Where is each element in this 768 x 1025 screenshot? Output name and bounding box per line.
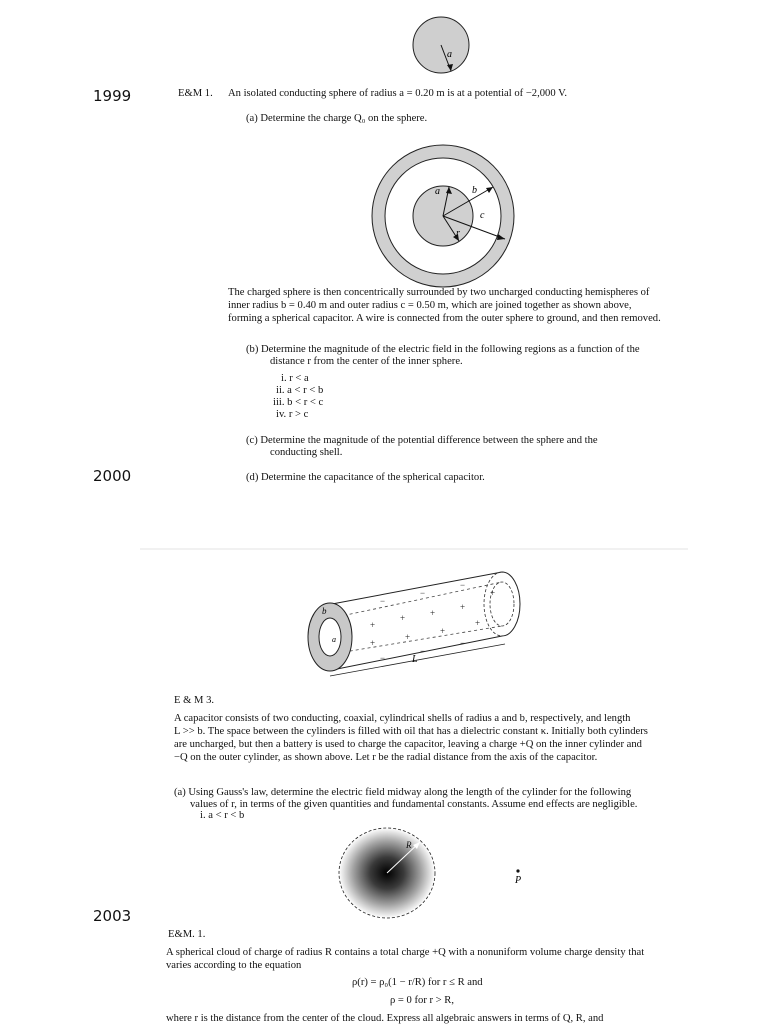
svg-text:−: − — [380, 596, 386, 606]
problem-2003-para-line-2: varies according to the equation — [166, 960, 302, 971]
problem-1999-part-d: (d) Determine the capacitance of the spherical capacitor. — [246, 472, 485, 483]
problem-2000-part-a-line-2: values of r, in terms of the given quantities and fundamental constants. Assume end effects are negligible. — [190, 799, 638, 810]
svg-text:+: + — [370, 620, 376, 630]
problem-2000-para-line-1: A capacitor consists of two conducting, coaxial, cylindrical shells of radius a and b, respectively, and length — [174, 713, 631, 724]
fig-label-a: a — [435, 186, 440, 197]
problem-2003-equation-2: ρ = 0 for r > R, — [390, 995, 455, 1006]
problem-2000-para-line-4: −Q on the outer cylinder, as shown above. Let r be the radial distance from the axis of the capacitor. — [174, 752, 598, 763]
year-label-2003: 2003 — [93, 907, 132, 925]
problem-1999-para-line-2: inner radius b = 0.40 m and outer radius c = 0.50 m, which are joined together as shown above, — [228, 300, 632, 311]
year-label-2000: 2000 — [93, 467, 132, 485]
problem-2000-cut-line: i. a < r < b — [200, 810, 245, 821]
fig-label-b-coax: b — [322, 606, 327, 616]
svg-text:−: − — [460, 580, 466, 590]
problem-1999-para-line-1: The charged sphere is then concentrically surrounded by two uncharged conducting hemispheres of — [228, 287, 650, 298]
page-divider — [140, 548, 688, 550]
fig-label-a-coax: a — [332, 635, 336, 644]
small-sphere-radius-label: a — [447, 49, 452, 60]
svg-text:+: + — [405, 632, 411, 642]
region-item-3: iii. b < r < c — [273, 397, 324, 408]
spherical-capacitor-figure — [368, 141, 518, 291]
problem-2000-para-line-3: are uncharged, but then a battery is used to charge the capacitor, leaving a charge +Q on the inner cylinder and — [174, 739, 642, 750]
svg-text:+: + — [400, 613, 406, 623]
region-item-4: iv. r > c — [276, 409, 309, 420]
small-sphere-figure — [410, 14, 472, 76]
problem-1999-para-line-3: forming a spherical capacitor. A wire is connected from the outer sphere to ground, and then removed. — [228, 313, 661, 324]
fig-label-P: P — [515, 875, 522, 886]
problem-1999-part-b-line-2: distance r from the center of the inner sphere. — [270, 356, 463, 367]
problem-2003-last-line: where r is the distance from the center of the cloud. Express all algebraic answers in terms of Q, R, and — [166, 1013, 604, 1024]
svg-text:−: − — [460, 638, 466, 648]
region-item-1: i. r < a — [281, 373, 309, 384]
svg-text:+: + — [460, 602, 466, 612]
problem-2000-header: E & M 3. — [174, 695, 215, 706]
problem-2000-cut-line-wrapper — [200, 810, 245, 822]
svg-text:−: − — [420, 588, 426, 598]
fig-label-L: L — [412, 654, 418, 665]
svg-text:+: + — [440, 626, 446, 636]
svg-text:+: + — [490, 588, 496, 598]
problem-2000-part-a-line-1: (a) Using Gauss's law, determine the electric field midway along the length of the cylinder for the following — [174, 787, 632, 798]
problem-1999-part-a: (a) Determine the charge Q₀ on the sphere. — [246, 113, 428, 124]
problem-2003-para-line-1: A spherical cloud of charge of radius R contains a total charge +Q with a nonuniform volume charge density that — [166, 947, 645, 958]
charge-cloud-figure — [336, 826, 438, 920]
problem-1999-part-b-line-1: (b) Determine the magnitude of the electric field in the following regions as a function of the — [246, 344, 640, 355]
problem-2003-header: E&M. 1. — [168, 929, 206, 940]
fig-label-R: R — [406, 840, 412, 850]
problem-1999-header: E&M 1. — [178, 88, 213, 99]
svg-text:+: + — [430, 608, 436, 618]
svg-text:−: − — [420, 646, 426, 656]
problem-2000-para-line-2: L >> b. The space between the cylinders is filled with oil that has a dielectric constant κ. Initially both cylinders — [174, 726, 648, 737]
svg-text:+: + — [370, 638, 376, 648]
problem-1999-intro: An isolated conducting sphere of radius a = 0.20 m is at a potential of −2,000 V. — [228, 88, 568, 99]
problem-2003-equation-1: ρ(r) = ρ₀(1 − r/R) for r ≤ R and — [352, 977, 483, 988]
svg-text:+: + — [475, 618, 481, 628]
problem-1999-part-c-line-2: conducting shell. — [270, 447, 343, 458]
fig-label-c: c — [480, 210, 485, 221]
region-item-2: ii. a < r < b — [276, 385, 324, 396]
coaxial-cylinder-figure — [300, 566, 530, 682]
point-p-marker — [511, 866, 525, 888]
fig-label-b: b — [472, 185, 477, 196]
fig-label-r: r — [456, 228, 460, 239]
problem-1999-part-c-line-1: (c) Determine the magnitude of the potential difference between the sphere and the — [246, 435, 598, 446]
year-label-1999: 1999 — [93, 87, 132, 105]
svg-text:−: − — [380, 653, 386, 663]
